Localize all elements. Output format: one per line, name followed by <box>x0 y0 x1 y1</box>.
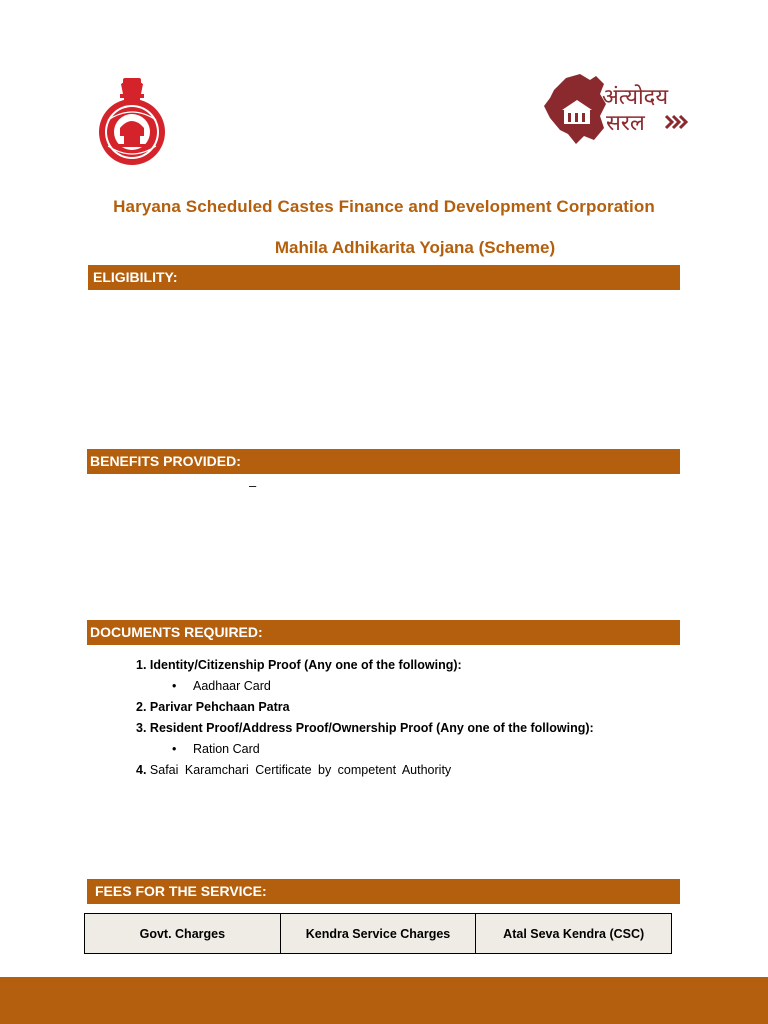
logo-text-antyodaya: अंत्योदय <box>602 85 669 110</box>
bullet-icon: • <box>172 679 177 693</box>
table-header-cell-govt-charges: Govt. Charges <box>85 914 281 953</box>
section-header-documents: DOCUMENTS REQUIRED: <box>87 620 680 645</box>
list-sub-item <box>136 739 594 760</box>
table-header-cell-csc: Atal Seva Kendra (CSC) <box>503 926 645 941</box>
antyodaya-saral-logo-icon <box>540 70 690 148</box>
list-item-text: Identity/Citizenship Proof (Any one of the following): <box>149 658 462 672</box>
section-header-fees: FEES FOR THE SERVICE: <box>87 879 680 904</box>
list-item <box>136 655 594 676</box>
list-sub-item-text: Aadhaar Card <box>193 679 271 693</box>
list-item-number: 4. <box>136 763 147 777</box>
list-sub-item-text: Ration Card <box>193 742 260 756</box>
list-item-number: 2. <box>136 700 147 714</box>
logo-text-saral: सरल <box>606 111 645 136</box>
list-item <box>136 760 594 781</box>
list-item-number: 3. <box>136 721 147 735</box>
list-item <box>136 718 594 739</box>
list-item-text: Safai Karamchari Certificate by competent Authority <box>149 763 452 777</box>
footer-band <box>0 977 768 1024</box>
list-item-text: Parivar Pehchaan Patra <box>149 700 290 714</box>
scheme-title: Mahila Adhikarita Yojana (Scheme) <box>274 238 556 257</box>
list-item-number: 1. <box>136 658 147 672</box>
documents-list <box>136 655 594 781</box>
benefits-dash: – <box>249 478 257 493</box>
antyodaya-saral-logo <box>540 70 690 148</box>
organization-title: Haryana Scheduled Castes Finance and Development Corporation <box>113 197 655 216</box>
list-item <box>136 697 594 718</box>
list-sub-item <box>136 676 594 697</box>
section-header-benefits: BENEFITS PROVIDED: <box>87 449 680 474</box>
list-item-text: Resident Proof/Address Proof/Ownership Proof (Any one of the following): <box>149 721 594 735</box>
section-header-eligibility: ELIGIBILITY: <box>88 265 680 290</box>
table-header-cell-kendra-charges: Kendra Service Charges <box>281 914 477 953</box>
fees-table <box>84 913 672 954</box>
haryana-emblem-icon <box>94 76 170 168</box>
bullet-icon: • <box>172 742 177 756</box>
